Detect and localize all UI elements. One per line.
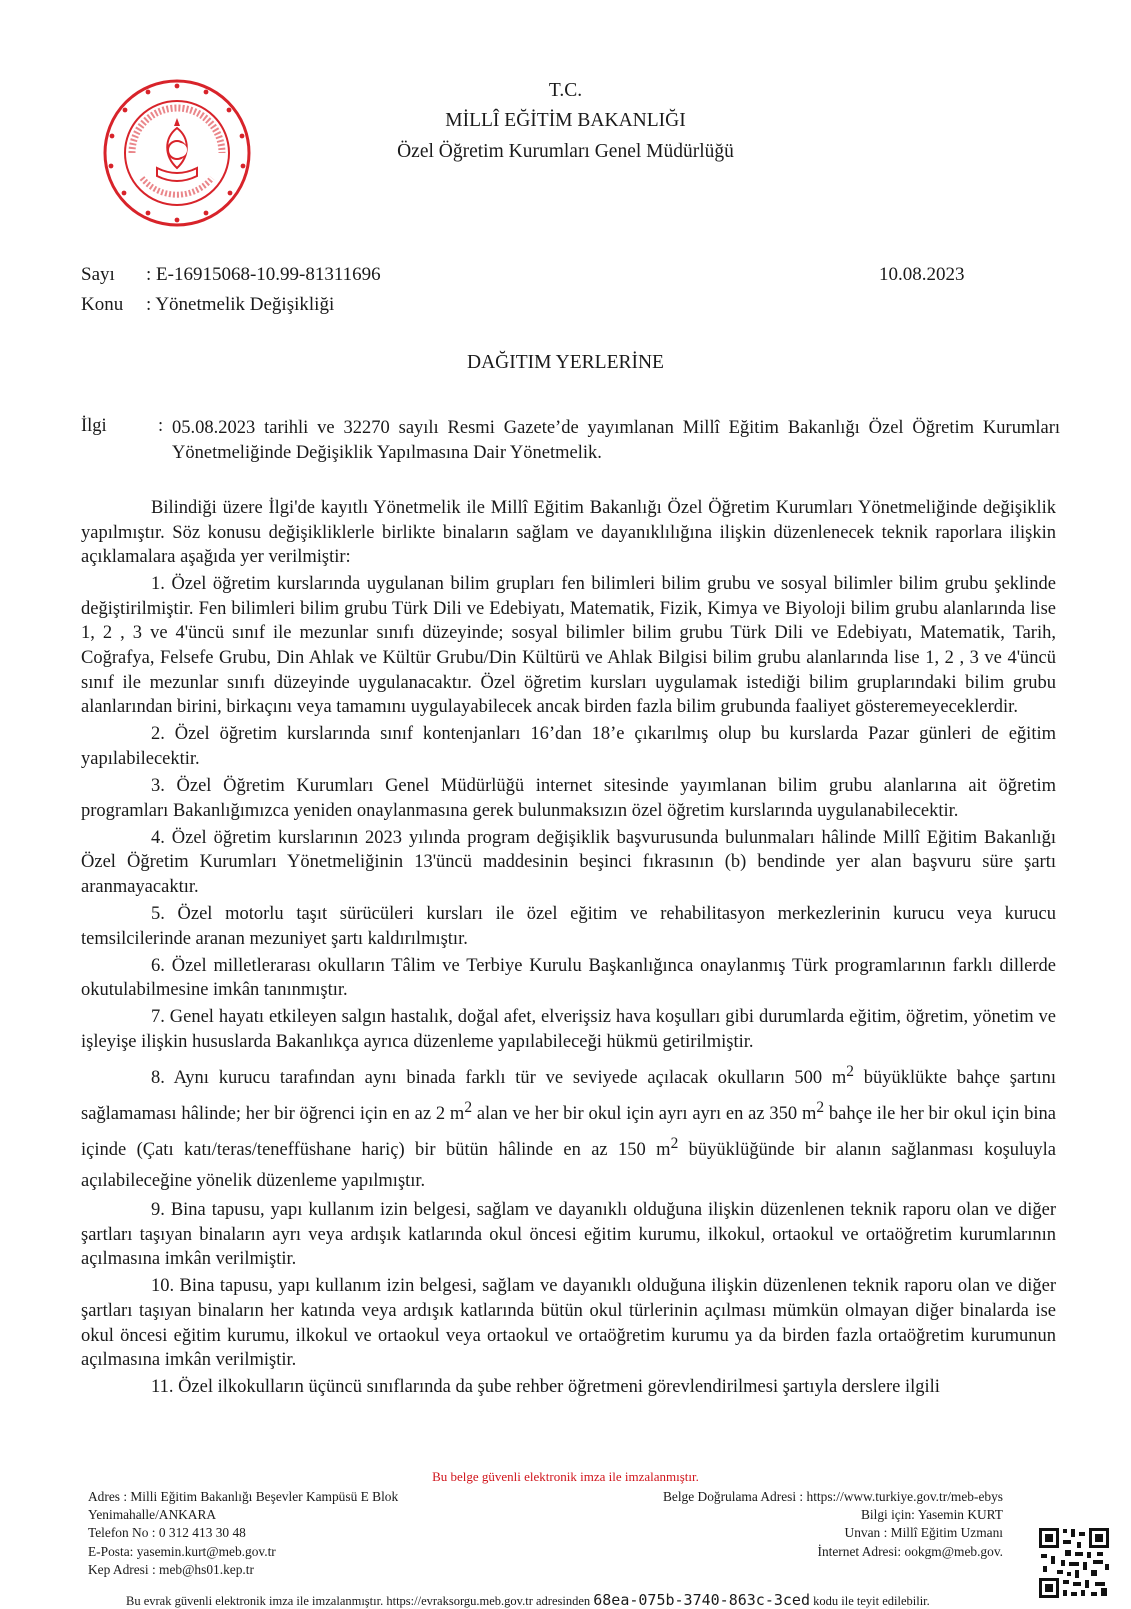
footer-kep: Kep Adresi : meb@hs01.kep.tr xyxy=(88,1561,254,1577)
item-8-sup-3: 2 xyxy=(816,1099,825,1117)
distribution-title: DAĞITIM YERLERİNE xyxy=(467,352,664,373)
document-body xyxy=(81,496,1056,1402)
item-8-sup-1: 2 xyxy=(846,1063,854,1081)
ilgi-colon: : xyxy=(158,416,164,436)
verify-suffix: kodu ile teyit edilebilir. xyxy=(813,1594,930,1608)
sayi-label: Sayı xyxy=(81,264,115,285)
item-6: 6. Özel milletlerarası okulların Tâlim ve Terbiye Kurulu Başkanlığınca onaylanmış Türk programlarının farklı dillerde okutulabilmesine imkân tanınmıştır. xyxy=(81,955,1056,1001)
intro-paragraph: Bilindiği üzere İlgi'de kayıtlı Yönetmelik ile Millî Eğitim Bakanlığı Özel Öğretim Kurumları Yönetmeliğinde değişiklik yapılmıştır. Söz konusu değişikliklerle birlikte binaların sağlam ve dayanıklılığına ilişkin düzenlenecek teknik raporlara ilişkin açıklamalara aşağıda yer verilmiştir: xyxy=(81,498,1056,568)
konu-label: Konu xyxy=(81,294,124,315)
document-date: 10.08.2023 xyxy=(879,264,965,285)
item-11: 11. Özel ilkokulların üçüncü sınıflarında da şube rehber öğretmeni görevlendirilmesi şartıyla derslere ilgili xyxy=(151,1377,940,1398)
ilgi-text: 05.08.2023 tarihli ve 32270 sayılı Resmi Gazete’de yayımlanan Millî Eğitim Bakanlığı Özel Öğretim Kurumları Yönetmeliğinde Değişiklik Yapılmasına Dair Yönetmelik. xyxy=(172,418,1060,463)
item-8-part-a: 8. Aynı kurucu tarafından aynı binada farklı tür ve seviyede açılacak okulların 500 m xyxy=(151,1068,847,1089)
footer-email[interactable]: E-Posta: yasemin.kurt@meb.gov.tr xyxy=(88,1543,276,1559)
item-1: 1. Özel öğretim kurslarında uygulanan bilim grupları fen bilimleri bilim grubu ve sosyal bilimler bilim grubu şeklinde değiştirilmiştir. Fen bilimleri bilim grubu Türk Dili ve Edebiyatı, Matematik, Fizik, Kimya ve Biyoloji bilim grubu alanlarında lise 1, 2 , 3 ve 4'üncü sınıf ile mezunlar sınıfı düzeyinde; sosyal bilimler bilim grubu Türk Dili ve Edebiyatı, Matematik, Tarih, Coğrafya, Felsefe Grubu, Din Ahlak ve Kültür Grubu/Din Kültürü ve Ahlak Bilgisi bilim grubu alanlarında lise 1, 2 , 3 ve 4'üncü sınıf ile mezunlar sınıfı düzeyinde uygulanacaktır. Özel öğretim kursları uygulamak istediği bilim gruplarındaki bilim grubu alanlarından birini, birkaçını veya tamamını uygulayabilecek ancak birden fazla bilim grubunda faaliyet gösteremeyeceklerdir. xyxy=(81,574,1056,718)
ilgi-label: İlgi xyxy=(81,416,107,436)
footer-info-person: Bilgi için: Yasemin KURT xyxy=(860,1507,1003,1523)
item-8-sup-2: 2 xyxy=(464,1099,473,1117)
sayi-value: : E-16915068-10.99-81311696 xyxy=(146,264,381,285)
e-signature-notice: Bu belge güvenli elektronik imza ile imzalanmıştır. xyxy=(432,1469,699,1484)
item-2: 2. Özel öğretim kurslarında sınıf kontenjanları 16’dan 18’e çıkarılmış olup bu kurslarda Pazar günleri de eğitim yapılabilecektir. xyxy=(81,724,1056,769)
footer-verify-address[interactable]: Belge Doğrulama Adresi : https://www.turkiye.gov.tr/meb-ebys xyxy=(662,1489,1003,1504)
item-7: 7. Genel hayatı etkileyen salgın hastalık, doğal afet, elverişsiz hava koşulları gibi durumlarda eğitim, öğretim, yönetim ve işleyişe ilişkin hususlarda Bakanlıkça ayrıca düzenleme yapılabileceği hükmü getirilmiştir. xyxy=(81,1007,1056,1052)
footer-address-2: Yenimahalle/ANKARA xyxy=(88,1507,217,1523)
verify-code: 68ea-075b-3740-863c-3ced xyxy=(593,1591,810,1609)
item-8-part-e: büyüklüğünde bir alanın sağlanması koşuluyla açılabileceğine yönelik düzenleme yapılmıştır. xyxy=(81,1140,1057,1191)
footer-address-1: Adres : Milli Eğitim Bakanlığı Beşevler Kampüsü E Blok xyxy=(88,1489,399,1504)
item-10: 10. Bina tapusu, yapı kullanım izin belgesi, sağlam ve dayanıklı olduğuna ilişkin düzenlenen teknik raporu olan ve diğer şartları taşıyan binaların her katında veya ardışık katlarında bütün okul türlerinin açılması mümkün olmayan diğer binalarda ise okul öncesi eğitim kurumu, ilkokul ve ortaokul veya ortaokul ve ortaöğretim kurumu ya da birden fazla ortaöğretim kurumunun açılmasına imkân verilmiştir. xyxy=(81,1276,1056,1371)
item-8-part-b: büyüklükte bahçe şartını sağlamaması hâlinde; her bir öğrenci için en az 2 m xyxy=(81,1068,1056,1125)
verification-line xyxy=(126,1591,930,1609)
footer-info xyxy=(663,1488,1003,1561)
item-8-sup-4: 2 xyxy=(670,1135,679,1153)
footer-contact xyxy=(88,1488,398,1579)
footer-phone: Telefon No : 0 312 413 30 48 xyxy=(88,1525,246,1541)
item-5: 5. Özel motorlu taşıt sürücüleri kursları ile özel eğitim ve rehabilitasyon merkezlerinin kurucu veya kurucu temsilcilerinde aranan mezuniyet şartı kaldırılmıştır. xyxy=(81,904,1056,949)
header-ministry: MİLLÎ EĞİTİM BAKANLIĞI xyxy=(445,110,686,131)
item-8-part-c: alan ve her bir okul için ayrı ayrı en az 350 m xyxy=(472,1104,817,1125)
item-9: 9. Bina tapusu, yapı kullanım izin belgesi, sağlam ve dayanıklı olduğuna ilişkin düzenlenen teknik raporu olan ve diğer şartları taşıyan binaların ayrı veya ardışık katlarında okul öncesi eğitim kurumu, ilkokul, ortaokul ve ortaöğretim kurumlarının açılmasına imkân verilmiştir. xyxy=(81,1200,1056,1270)
item-8-part-d: bahçe ile her bir okul için bina içinde (Çatı katı/teras/teneffüshane hariç) bir bütün hâlinde en az 150 m xyxy=(81,1104,1056,1161)
footer-internet[interactable]: İnternet Adresi: ookgm@meb.gov. xyxy=(817,1543,1003,1559)
verify-prefix: Bu evrak güvenli elektronik imza ile imzalanmıştır. https://evraksorgu.meb.gov.tr adresinden xyxy=(126,1594,591,1608)
qr-code-icon xyxy=(1037,1526,1111,1600)
footer-title: Unvan : Millî Eğitim Uzmanı xyxy=(844,1525,1003,1541)
konu-value: : Yönetmelik Değişikliği xyxy=(146,294,335,315)
item-4: 4. Özel öğretim kurslarının 2023 yılında program değişiklik başvurusunda bulunmaları hâlinde Millî Eğitim Bakanlığı Özel Öğretim Kurumları Yönetmeliğinin 13'üncü maddesinin beşinci fıkrasının (b) bendinde yer alan başvuru süre şartı aranmayacaktır. xyxy=(81,827,1056,897)
item-3: 3. Özel Öğretim Kurumları Genel Müdürlüğü internet sitesinde yayımlanan bilim grubu alanlarına ait öğretim programları Bakanlığımızca yeniden onaylanmasına gerek bulunmaksızın özel öğretim kurslarında uygulanabilecektir. xyxy=(81,776,1056,821)
header-directorate: Özel Öğretim Kurumları Genel Müdürlüğü xyxy=(397,141,734,162)
item-8 xyxy=(81,1057,1056,1195)
header-tc: T.C. xyxy=(548,80,583,101)
